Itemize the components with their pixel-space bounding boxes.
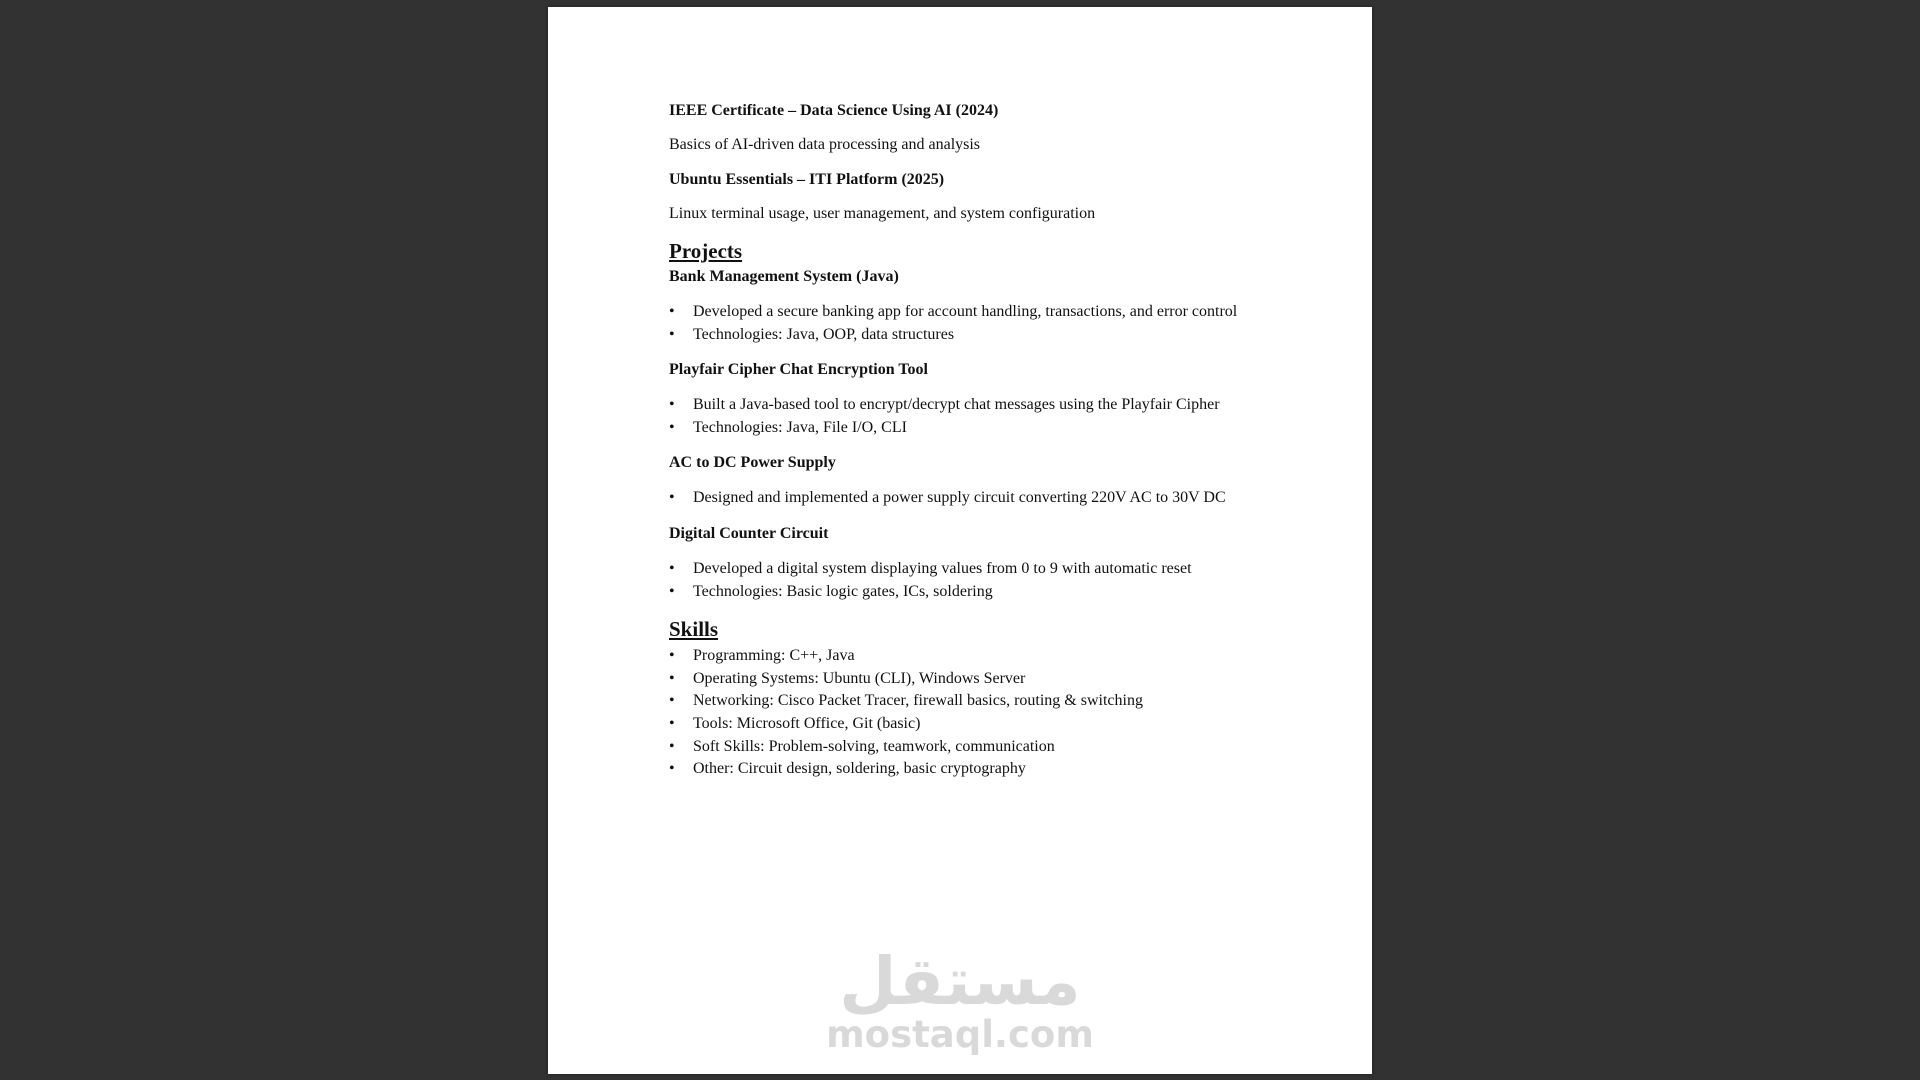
project-bullet-list xyxy=(669,558,1309,603)
list-item xyxy=(669,394,1309,417)
list-item xyxy=(669,581,1309,604)
bullet-icon: • xyxy=(669,737,675,755)
project-entry xyxy=(669,453,1309,510)
certificate-title: Ubuntu Essentials – ITI Platform (2025) xyxy=(669,171,945,188)
list-item-text: Developed a secure banking app for account handling, transactions, and error control xyxy=(693,303,1238,320)
project-title: Bank Management System (Java) xyxy=(669,268,899,285)
watermark-arabic-text: مستقل xyxy=(839,943,1081,1020)
project-title: Digital Counter Circuit xyxy=(669,524,829,542)
bullet-icon: • xyxy=(669,692,675,710)
bullet-icon: • xyxy=(669,489,675,507)
list-item xyxy=(669,736,1309,759)
certificate-title: IEEE Certificate – Data Science Using AI (2024) xyxy=(669,102,999,119)
project-title: Playfair Cipher Chat Encryption Tool xyxy=(669,361,928,379)
list-item xyxy=(669,487,1309,510)
project-bullet-list xyxy=(669,394,1309,439)
project-entry xyxy=(669,524,1309,603)
certificate-entry xyxy=(669,170,1309,224)
bullet-icon: • xyxy=(669,669,675,687)
skills-list xyxy=(669,645,1309,781)
project-title: AC to DC Power Supply xyxy=(669,454,836,472)
bullet-icon: • xyxy=(669,303,675,320)
list-item xyxy=(669,758,1309,781)
list-item-text: Operating Systems: Ubuntu (CLI), Windows Server xyxy=(693,669,1026,687)
list-item-text: Tools: Microsoft Office, Git (basic) xyxy=(693,714,921,732)
list-item-text: Soft Skills: Problem-solving, teamwork, communication xyxy=(693,737,1055,755)
project-bullet-list xyxy=(669,301,1309,346)
certificate-entry xyxy=(669,101,1309,155)
bullet-icon: • xyxy=(669,714,675,732)
bullet-icon: • xyxy=(669,396,675,414)
bullet-icon: • xyxy=(669,760,675,778)
list-item-text: Built a Java-based tool to encrypt/decrypt chat messages using the Playfair Cipher xyxy=(693,396,1220,414)
list-item-text: Designed and implemented a power supply circuit converting 220V AC to 30V DC xyxy=(693,489,1226,507)
list-item xyxy=(669,690,1309,713)
page-content xyxy=(669,101,1309,795)
list-item-text: Networking: Cisco Packet Tracer, firewall basics, routing & switching xyxy=(693,692,1143,710)
certificate-description: Linux terminal usage, user management, and system configuration xyxy=(669,205,1096,222)
list-item-text: Technologies: Java, File I/O, CLI xyxy=(693,418,907,436)
bullet-icon: • xyxy=(669,647,675,665)
bullet-icon: • xyxy=(669,559,675,577)
list-item-text: Other: Circuit design, soldering, basic cryptography xyxy=(693,760,1026,778)
list-item xyxy=(669,324,1309,347)
list-item xyxy=(669,713,1309,736)
watermark-latin-text: mostaql.com xyxy=(826,1013,1094,1056)
list-item-text: Technologies: Basic logic gates, ICs, soldering xyxy=(693,582,993,600)
watermark-logo xyxy=(548,943,1372,1056)
list-item xyxy=(669,558,1309,581)
projects-heading: Projects xyxy=(669,239,743,263)
list-item xyxy=(669,417,1309,440)
list-item-text: Programming: C++, Java xyxy=(693,647,855,665)
list-item-text: Developed a digital system displaying values from 0 to 9 with automatic reset xyxy=(693,559,1192,577)
bullet-icon: • xyxy=(669,418,675,436)
list-item-text: Technologies: Java, OOP, data structures xyxy=(693,325,955,343)
list-item xyxy=(669,301,1309,324)
bullet-icon: • xyxy=(669,325,675,343)
skills-heading: Skills xyxy=(669,617,719,642)
bullet-icon: • xyxy=(669,582,675,600)
project-entry xyxy=(669,360,1309,439)
project-entry xyxy=(669,267,1309,346)
document-page xyxy=(548,7,1372,1074)
list-item xyxy=(669,668,1309,691)
project-bullet-list xyxy=(669,487,1309,510)
list-item xyxy=(669,645,1309,668)
certificate-description: Basics of AI-driven data processing and analysis xyxy=(669,136,981,153)
